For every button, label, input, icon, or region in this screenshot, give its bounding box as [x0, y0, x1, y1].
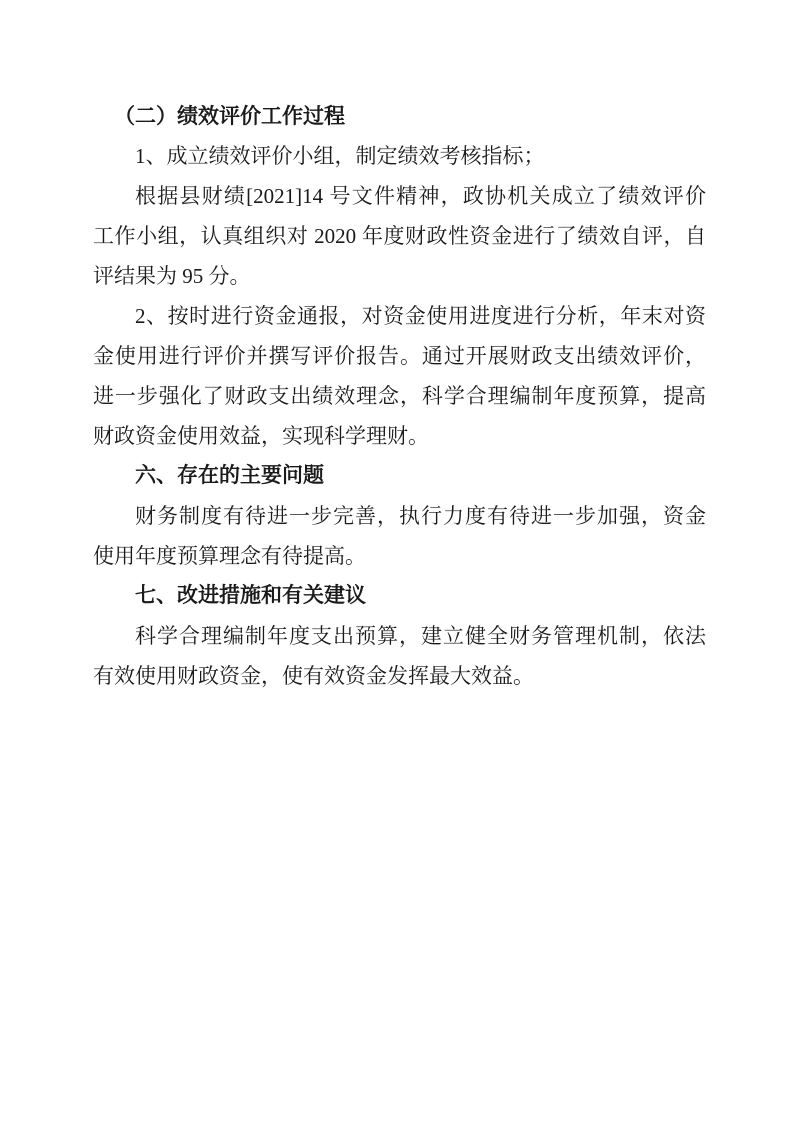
subheading-kai-line: （二）绩效评价工作过程: [114, 104, 345, 128]
section-heading-line: 七、改进措施和有关建议: [135, 584, 366, 607]
section-heading-6: [93, 456, 706, 496]
document-text-block: [93, 96, 706, 696]
section-heading-7: [93, 576, 706, 616]
body-line: 有效使用财政资金，使有效资金发挥最大效益。: [93, 664, 534, 688]
body-line: 金使用进行评价并撰写评价报告。通过开展财政支出绩效评价，: [93, 344, 706, 368]
paragraph-problems: [93, 496, 706, 576]
body-line: 2、按时进行资金通报，对资金使用进度进行分析，年末对资: [135, 304, 706, 328]
body-line: 根据县财绩[2021]14 号文件精神，政协机关成立了绩效评价: [135, 184, 706, 208]
body-line: 工作小组，认真组织对 2020 年度财政性资金进行了绩效自评，自: [93, 224, 706, 248]
body-line: 科学合理编制年度支出预算，建立健全财务管理机制，依法: [135, 624, 706, 648]
body-line: 财务制度有待进一步完善，执行力度有待进一步加强，资金: [135, 504, 706, 528]
paragraph-list-item-1: [93, 136, 706, 176]
paragraph-suggestions: [93, 616, 706, 696]
body-line: 1、成立绩效评价小组，制定绩效考核指标；: [135, 144, 545, 168]
section-heading-line: 六、存在的主要问题: [135, 464, 324, 487]
paragraph-basis: [93, 176, 706, 296]
paragraph-list-item-2: [93, 296, 706, 456]
body-line: 财政资金使用效益，实现科学理财。: [93, 424, 429, 448]
body-line: 进一步强化了财政支出绩效理念，科学合理编制年度预算，提高: [93, 384, 706, 408]
paragraph-subheading-2: [93, 96, 706, 136]
body-line: 评结果为 95 分。: [93, 264, 251, 288]
body-line: 使用年度预算理念有待提高。: [93, 544, 366, 568]
